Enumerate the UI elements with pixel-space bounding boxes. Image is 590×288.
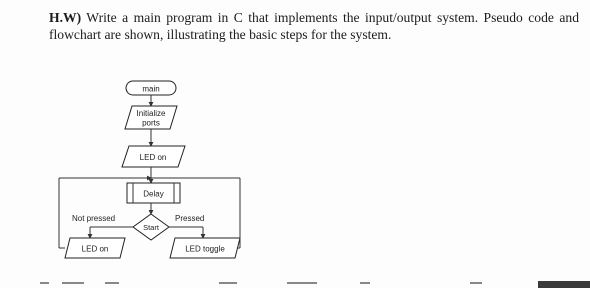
not-pressed-label: Not pressed <box>72 214 116 223</box>
question-tag: H.W) <box>49 10 82 25</box>
led-toggle-label: LED toggle <box>185 244 225 254</box>
decision-label: Start <box>143 223 159 232</box>
led-on-left-label: LED on <box>81 244 109 254</box>
pressed-label: Pressed <box>175 214 205 223</box>
init-label-line1: Initialize <box>136 109 166 118</box>
dark-bar <box>538 281 590 288</box>
cutoff-next-line <box>0 279 590 288</box>
led-on-label: LED on <box>139 153 167 162</box>
question-text: Write a main program in C that implements the input/output system. Pseudo code and flowchart are shown, illustrating the basic steps for the system. <box>49 10 579 42</box>
delay-label: Delay <box>143 189 164 199</box>
start-label: main <box>142 84 160 94</box>
init-label-line2: ports <box>142 118 160 128</box>
